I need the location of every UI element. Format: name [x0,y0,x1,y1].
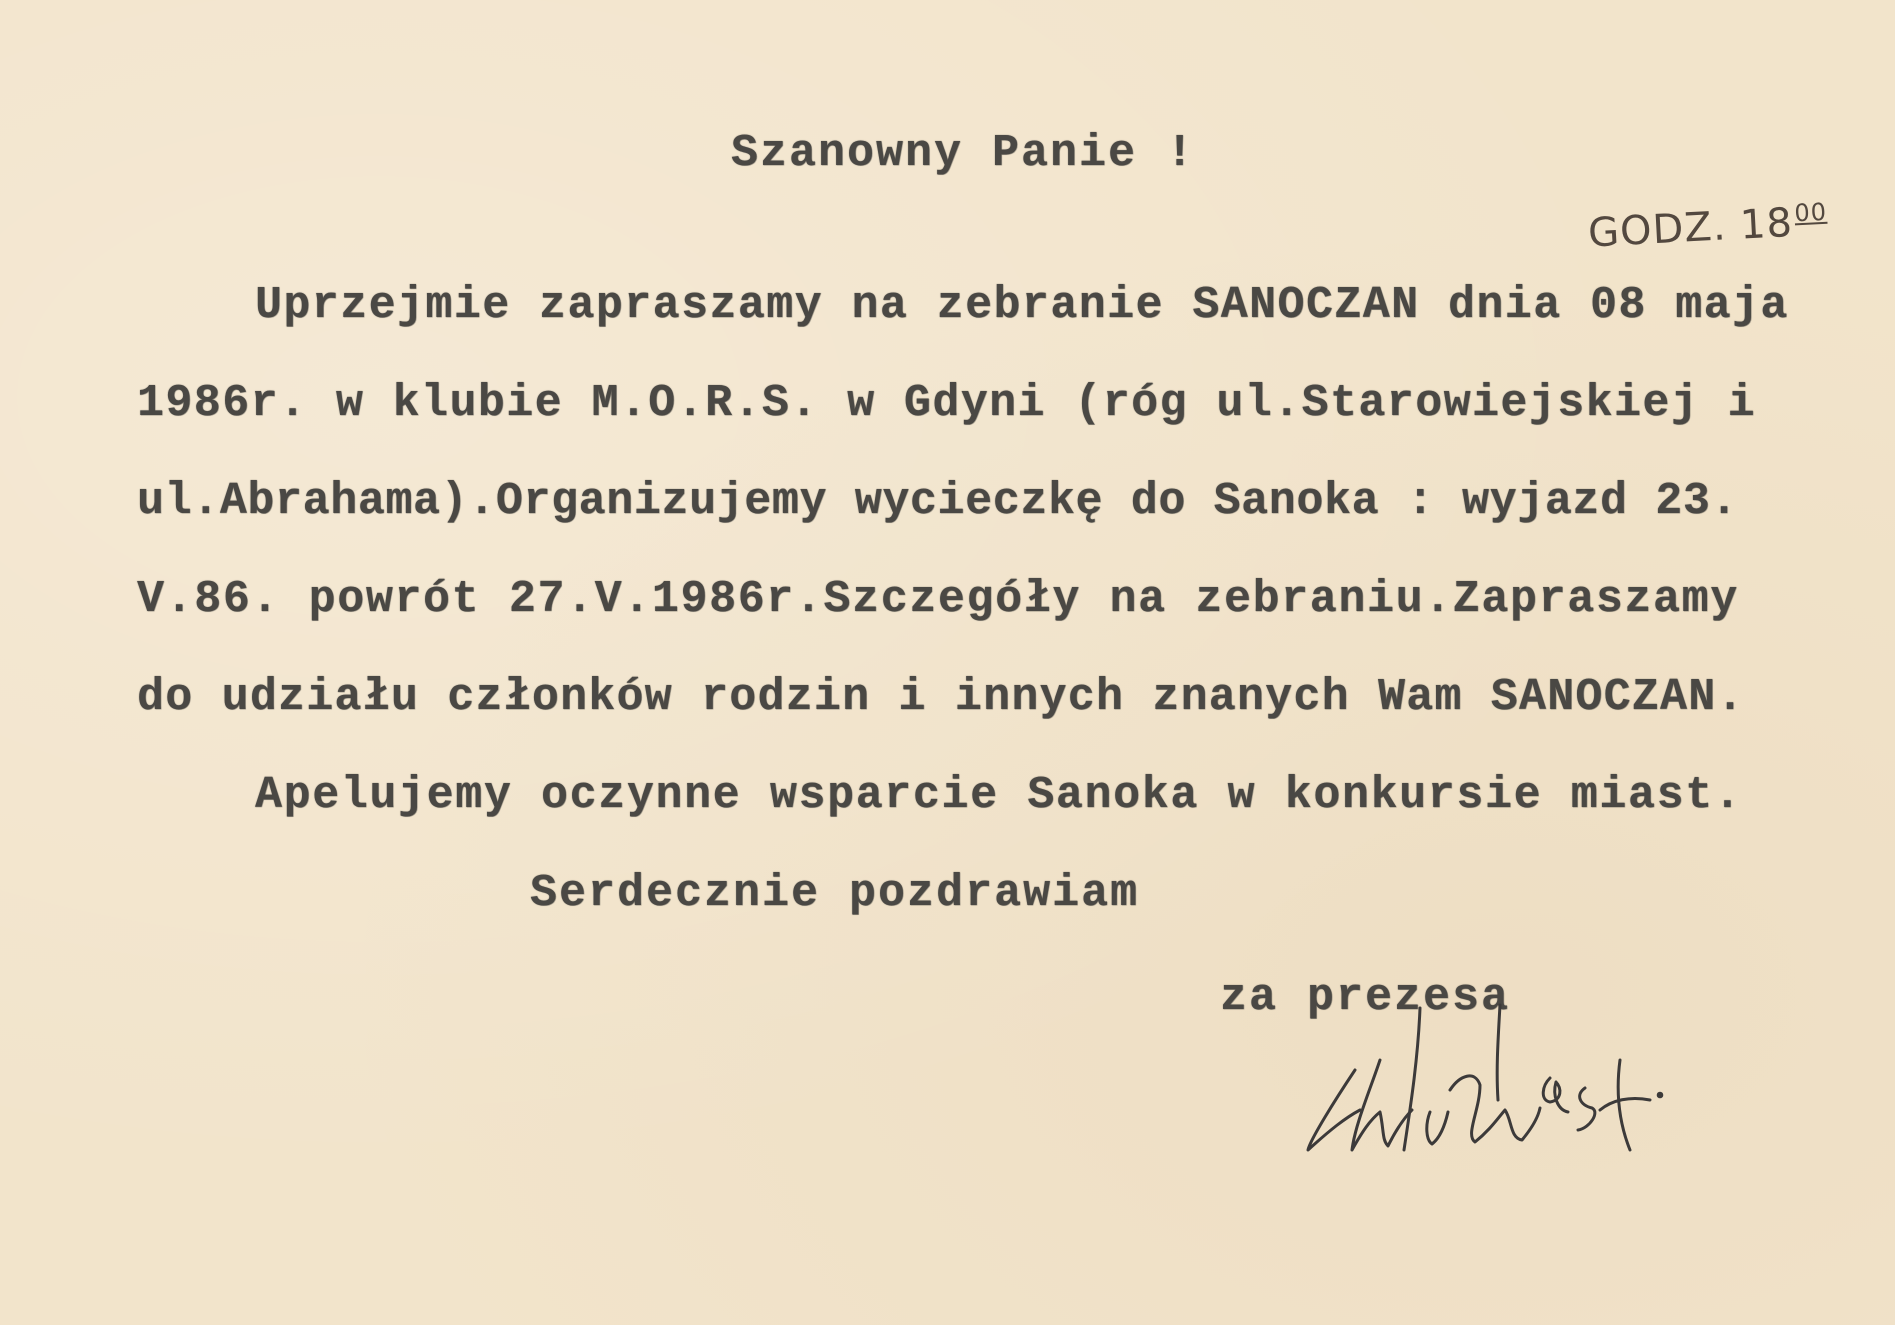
body-line-2: 1986r. w klubie M.O.R.S. w Gdyni (róg ul.Starowiejskiej i [137,378,1757,429]
body-line-3: ul.Abrahama).Organizujemy wycieczkę do Sanoka : wyjazd 23. [137,476,1739,527]
handwritten-time-text: GODZ. 18 [1586,199,1795,257]
on-behalf-line: za prezesa [1220,972,1511,1023]
handwritten-signature-icon [1300,1000,1740,1170]
handwritten-time-superscript: 00 [1793,197,1828,228]
appeal-line: Apelujemy oczynne wsparcie Sanoka w konkursie miast. [255,770,1743,821]
body-line-1: Uprzejmie zapraszamy na zebranie SANOCZAN dnia 08 maja [255,280,1789,331]
body-line-5: do udziału członków rodzin i innych znanych Wam SANOCZAN. [137,672,1745,723]
closing-line: Serdecznie pozdrawiam [530,868,1140,919]
handwritten-time-note [1587,198,1829,257]
greeting: Szanowny Panie ! [731,128,1196,179]
body-line-4: V.86. powrót 27.V.1986r.Szczegóły na zebraniu.Zapraszamy [137,574,1739,625]
